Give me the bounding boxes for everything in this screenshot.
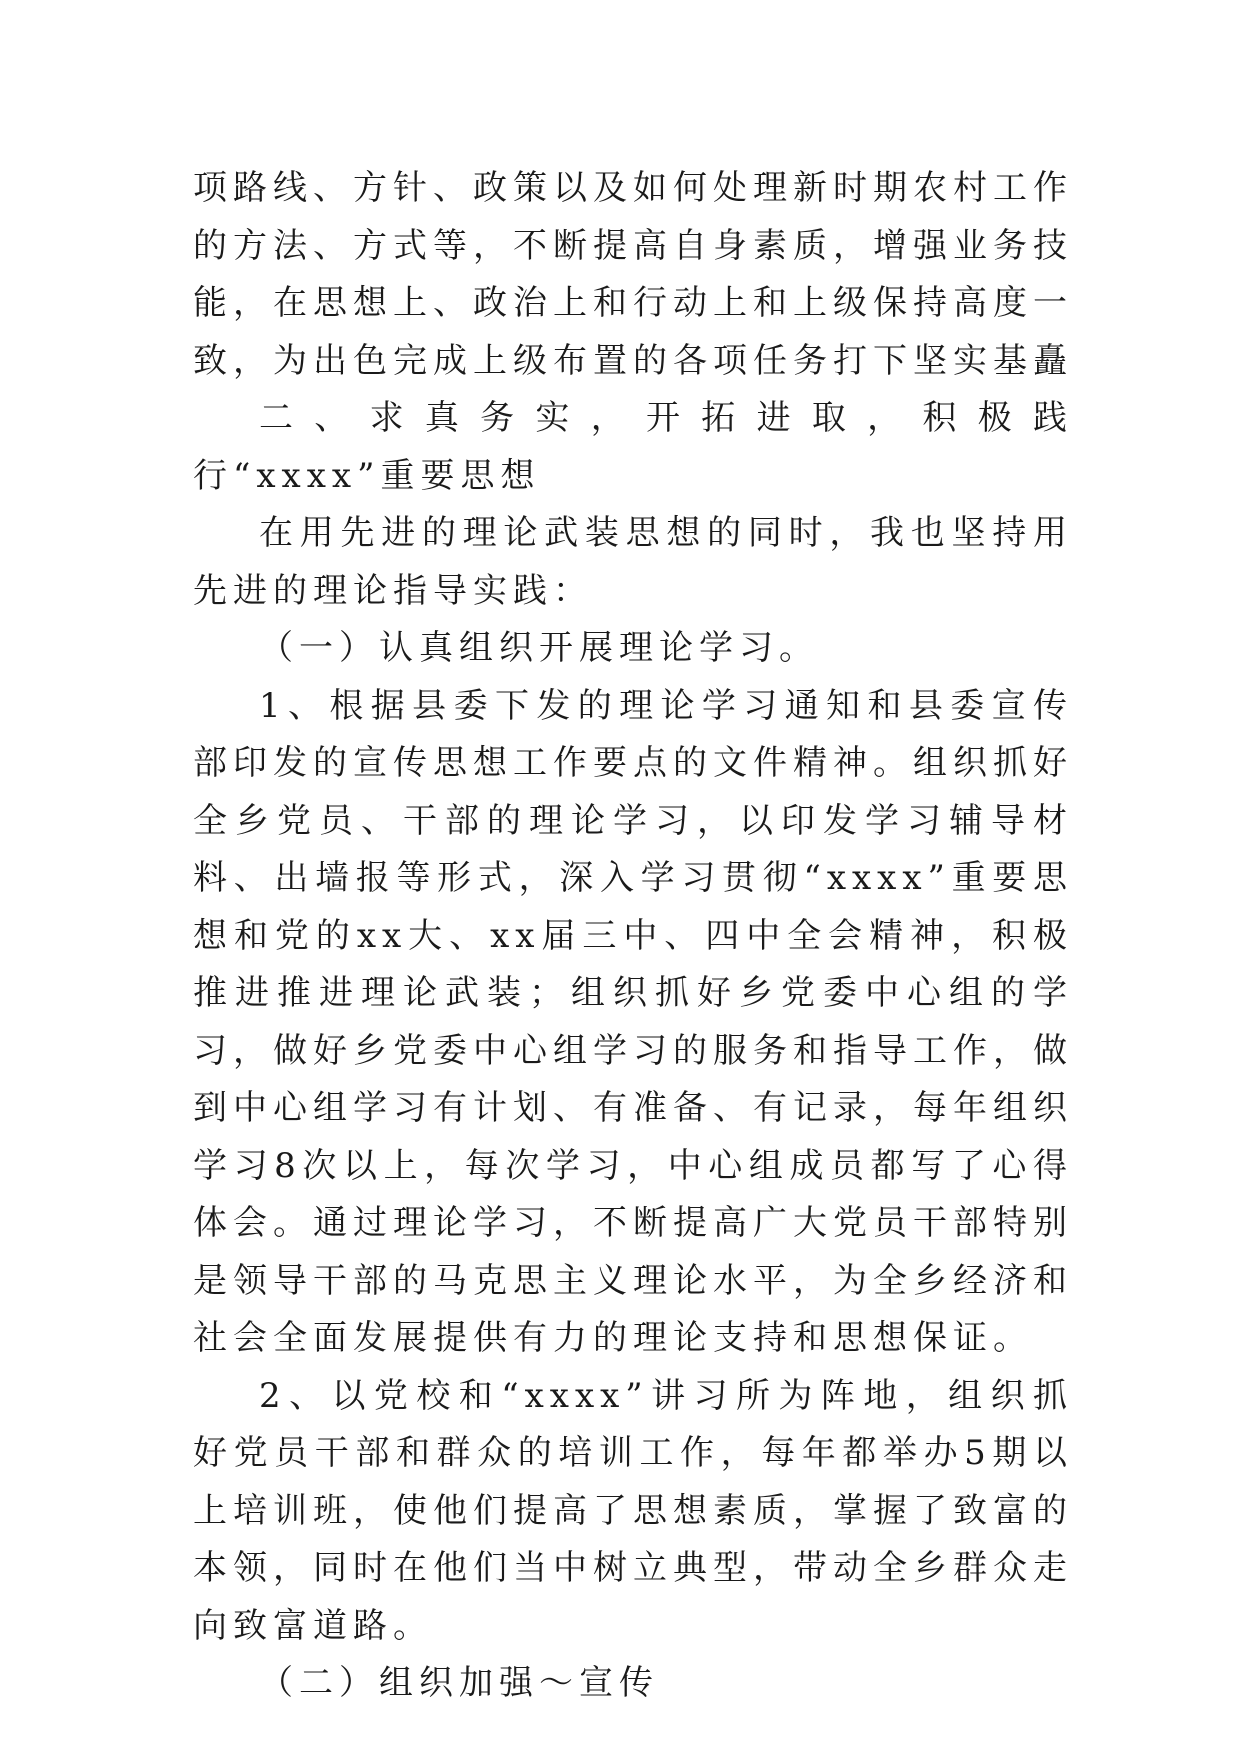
document-body (193, 160, 1073, 1713)
subsection-heading-2: （二）组织加强～宣传 (259, 1663, 659, 1703)
section-heading-2: 二、求真务实，开拓进取，积极践行“xxxx”重要思想 (193, 398, 1073, 496)
paragraph-intro: 在用先进的理论武装思想的同时，我也坚持用先进的理论指导实践： (193, 513, 1073, 611)
paragraph-continuation: 项路线、方针、政策以及如何处理新时期农村工作的方法、方式等，不断提高自身素质，增强业务技能，在思想上、政治上和行动上和上级保持高度一致，为出色完成上级布置的各项任务打下坚实基矗 (193, 168, 1073, 381)
subsection-heading-1: （一）认真组织开展理论学习。 (259, 628, 819, 668)
paragraph-item-2: 2、以党校和“xxxx”讲习所为阵地，组织抓好党员干部和群众的培训工作，每年都举办5期以上培训班，使他们提高了思想素质，掌握了致富的本领，同时在他们当中树立典型，带动全乡群众走向致富道路。 (193, 1375, 1073, 1646)
paragraph-item-1: 1、根据县委下发的理论学习通知和县委宣传部印发的宣传思想工作要点的文件精神。组织抓好全乡党员、干部的理论学习，以印发学习辅导材料、出墙报等形式，深入学习贯彻“xxxx”重要思想和党的xx大、xx届三中、四中全会精神，积极推进推进理论武装；组织抓好乡党委中心组的学习，做好乡党委中心组学习的服务和指导工作，做到中心组学习有计划、有准备、有记录，每年组织学习8次以上，每次学习，中心组成员都写了心得体会。通过理论学习，不断提高广大党员干部特别是领导干部的马克思主义理论水平，为全乡经济和社会全面发展提供有力的理论支持和思想保证。 (193, 685, 1073, 1358)
